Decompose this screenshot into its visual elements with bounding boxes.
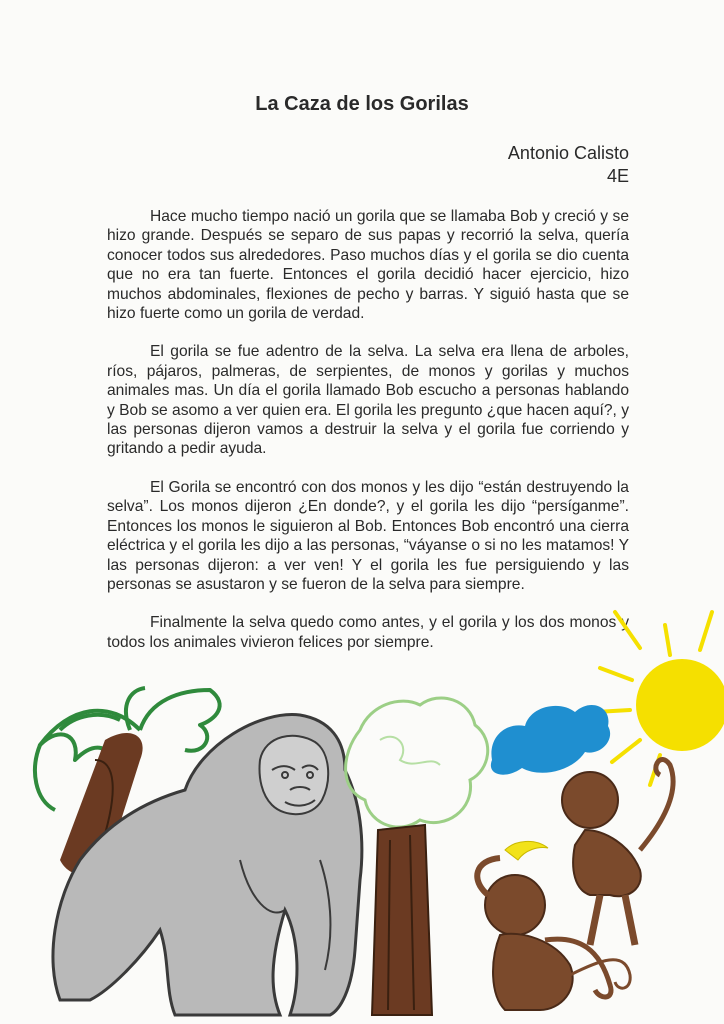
paragraph: Hace mucho tiempo nació un gorila que se llamaba Bob y creció y se hizo grande. Después se separo de sus papas y recorrió la selva, quería conocer todos sus alrededores. Paso muchos días y el gorila se dio cuenta que no era tan fuerte. Entonces el gorila decidió hacer ejercicio, hizo muchos abdominales, flexiones de pecho y barras. Y siguió hasta que se hizo fuerte como un gorila de verdad. bbox=[107, 208, 629, 323]
class-label: 4E bbox=[606, 166, 629, 186]
author-name: Antonio Calisto bbox=[507, 143, 629, 163]
bush-tree-drawing bbox=[346, 698, 488, 1015]
paragraph: El gorila se fue adentro de la selva. La selva era llena de arboles, ríos, pájaros, palmeras, de serpientes, de monos y gorilas y muchos animales mas. Un día el gorila llamado Bob escucho a personas hablando y Bob se asomo a ver quien era. El gorila les pregunto ¿que hacen aquí?, y las personas dijeron vamos a destruir la selva y el gorila fue corriendo y gritando a pedir ayuda. bbox=[107, 343, 629, 458]
banana-drawing bbox=[505, 841, 548, 860]
story-title: La Caza de los Gorilas bbox=[255, 93, 469, 115]
paragraph: Finalmente la selva quedo como antes, y el gorila y los dos monos y todos los animales vivieron felices por siempre. bbox=[107, 614, 629, 651]
monkey-upper-drawing bbox=[562, 760, 673, 945]
paragraph: El Gorila se encontró con dos monos y les dijo “están destruyendo la selva”. Los monos dijeron ¿En donde?, y el gorila les dijo “persíganme”. Entonces los monos le siguieron al Bob. Entonces Bob encontró una cierra eléctrica y el gorila les dijo a las personas, “váyanse o si no les matamos! Y las personas dijeron: a ver ven! Y el gorila les fue persiguiendo y las personas se asustaron y se fueron de la selva para siempre. bbox=[107, 478, 629, 593]
cloud-drawing bbox=[491, 705, 610, 775]
